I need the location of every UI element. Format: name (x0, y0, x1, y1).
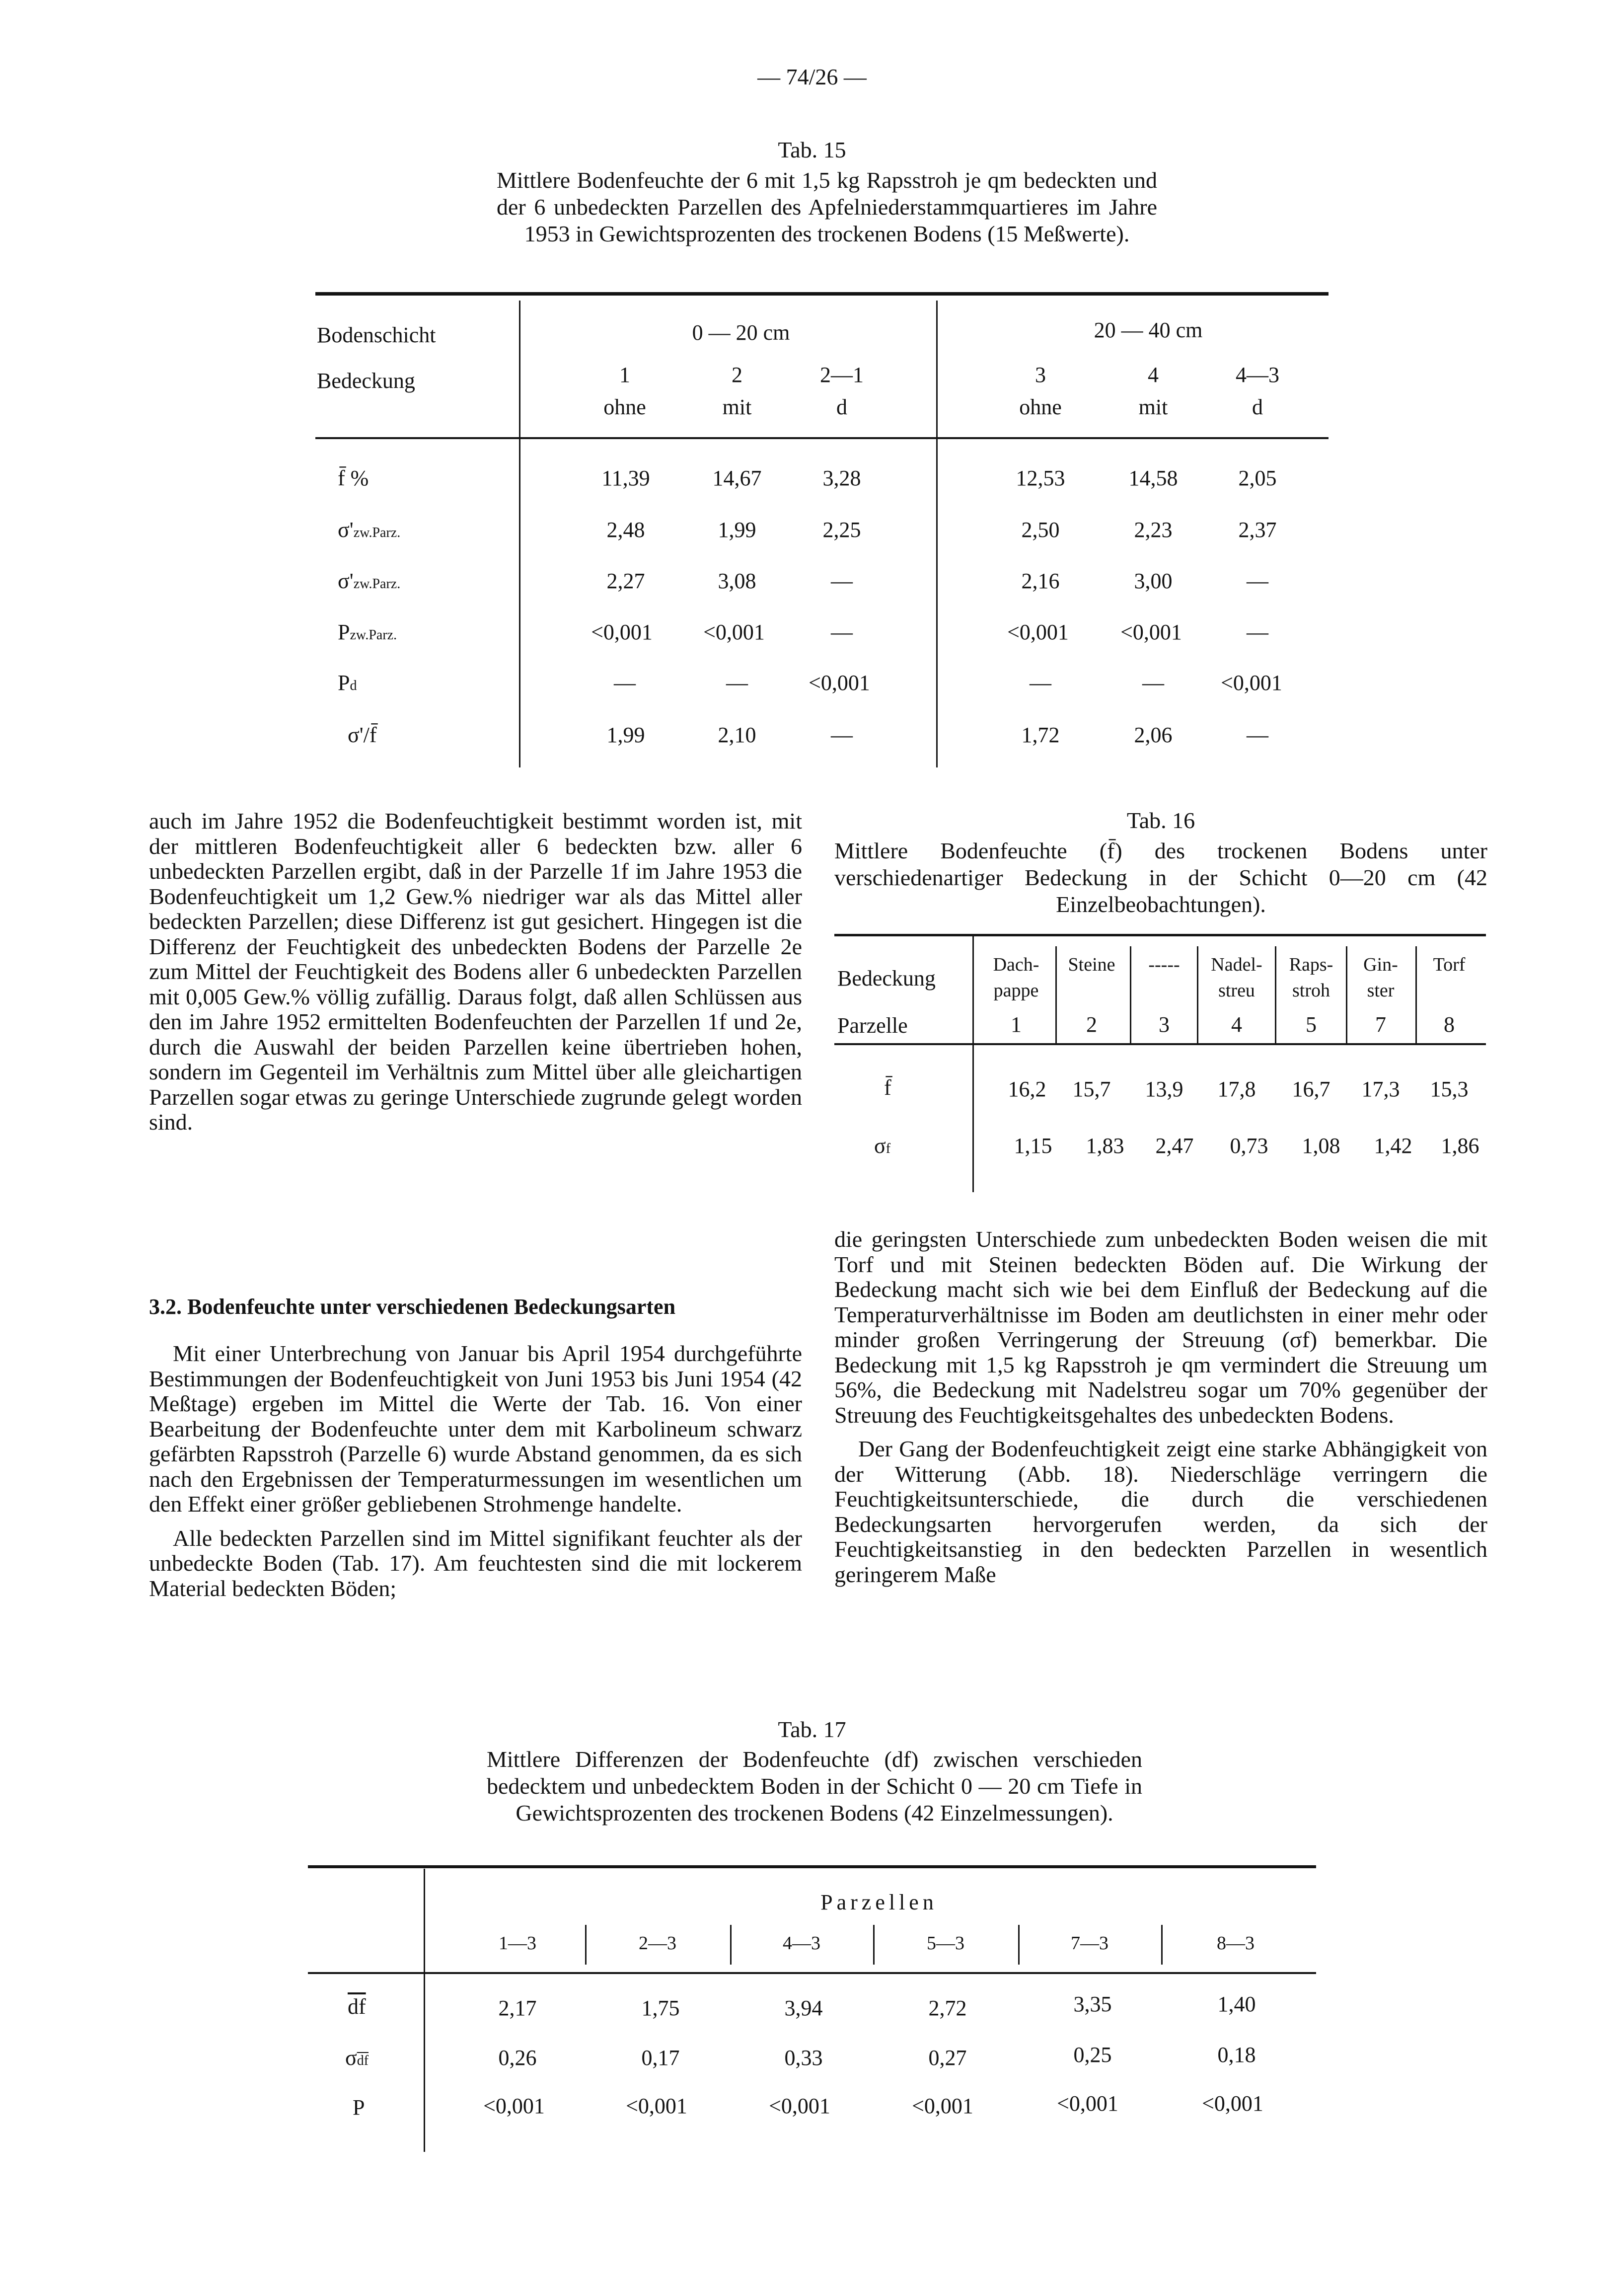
tab17-cell: 1,40 (1217, 1992, 1256, 2016)
tab17-cell: <0,001 (769, 2094, 830, 2118)
tab15-cell: <0,001 (703, 620, 765, 644)
tab17-cell: 0,27 (928, 2046, 967, 2070)
tab16-col-num: 1 (1011, 1012, 1022, 1037)
tab15-row-label: σ'/f̄ (348, 723, 377, 747)
tab17-cell: <0,001 (1057, 2091, 1118, 2116)
tab15-cell: — (614, 671, 636, 695)
tab17-col-header: 4—3 (783, 1933, 820, 1954)
tab15-cell: — (1142, 671, 1164, 695)
tab17-col-header: 1—3 (499, 1933, 536, 1954)
tab15-cell: 2,50 (1021, 518, 1060, 542)
tab16-col-label: Steine (1068, 954, 1115, 975)
tab17-cell: 0,25 (1073, 2043, 1112, 2067)
tab16-col-num: 8 (1444, 1012, 1455, 1037)
tab16-row-label-cover: Bedeckung (837, 966, 936, 990)
tab16-col-label: stroh (1292, 980, 1330, 1001)
tab15-cell: 3,00 (1134, 569, 1173, 593)
tab17-cell: 3,94 (784, 1996, 823, 2020)
tab17-cell: <0,001 (626, 2094, 687, 2118)
tab16-col-label: Nadel- (1211, 954, 1262, 975)
tab16-col-label: Torf (1433, 954, 1466, 975)
tab15-cell: 3,08 (718, 569, 756, 593)
tab16-col-label: Raps- (1289, 954, 1333, 975)
tab15-col-num: 4 (1148, 363, 1159, 387)
tab17-vrule (730, 1925, 732, 1965)
tab17-group-label: Parzellen (820, 1890, 938, 1914)
tab15-cell: 1,99 (606, 723, 645, 747)
tab15-cell: 3,28 (822, 466, 861, 490)
tab16-col-num: 4 (1231, 1012, 1242, 1037)
tab15-cell: — (831, 620, 853, 644)
tab15-title: Tab. 15 (778, 137, 846, 162)
tab17-vrule (585, 1925, 587, 1965)
tab17-header-rule (308, 1972, 1316, 1974)
tab15-caption: Mittlere Bodenfeuchte der 6 mit 1,5 kg Rapsstroh je qm bedeckten und der 6 unbedeckten Parzellen des Apfelniederstammquartieres im Jahre 1953 in Gewichtsprozenten des trockenen Bodens (15 Meßwerte). (497, 167, 1157, 246)
tab15-col-num: 3 (1035, 363, 1046, 387)
tab17-vrule (1018, 1925, 1020, 1965)
tab15-row-label-cover: Bedeckung (317, 369, 415, 393)
tab16-cell: 1,86 (1441, 1134, 1479, 1158)
tab17-vrule (1161, 1925, 1163, 1965)
tab16-col-num: 7 (1375, 1012, 1386, 1037)
tab16-col-label: ----- (1148, 954, 1180, 975)
tab17-row-label: $\overline{df}$ (348, 1994, 366, 2019)
tab15-cell: — (1247, 620, 1268, 644)
tab15-cell: 2,06 (1134, 723, 1173, 747)
tab16-cell: 1,83 (1086, 1134, 1124, 1158)
tab17-cell: 2,72 (928, 1996, 967, 2020)
tab16-caption: Mittlere Bodenfeuchte (f̄) des trockenen Bodens unter verschiedenartiger Bedeckung in der Schicht 0—20 cm (42 Einzelbeobachtungen). (834, 838, 1487, 917)
tab17-cell: 0,33 (784, 2046, 823, 2070)
tab17-vrule (873, 1925, 875, 1965)
tab17-col-header: 2—3 (639, 1933, 676, 1954)
tab16-cell: 1,08 (1302, 1134, 1340, 1158)
tab15-cell: 2,37 (1238, 518, 1277, 542)
tab15-cell: <0,001 (1120, 620, 1182, 644)
tab16-col-num: 2 (1086, 1012, 1097, 1037)
tab16-cell: 2,47 (1155, 1134, 1194, 1158)
tab17-col-header: 8—3 (1217, 1933, 1255, 1954)
tab17-cell: 0,17 (641, 2046, 680, 2070)
tab15-group-0-20: 0 — 20 cm (692, 320, 790, 345)
tab15-group-20-40: 20 — 40 cm (1094, 318, 1203, 342)
tab15-cell: 2,48 (606, 518, 645, 542)
tab15-col-num: 4—3 (1236, 363, 1279, 387)
tab16-row-label: f̄ (884, 1075, 891, 1100)
tab15-row-label: Pzw.Parz. (338, 620, 397, 644)
tab17-row-label: $\sigma\overline{df}$ (345, 2046, 369, 2070)
tab15-row-label-layer: Bodenschicht (317, 323, 436, 347)
tab17-cell: <0,001 (483, 2094, 545, 2118)
tab15-cell: <0,001 (1221, 671, 1282, 695)
tab16-cell: 1,15 (1014, 1134, 1052, 1158)
page-number: — 74/26 — (757, 64, 867, 89)
tab15-cell: — (1247, 569, 1268, 593)
tab15-cell: — (831, 569, 853, 593)
tab16-cell: 17,3 (1361, 1077, 1400, 1101)
tab15-cell: 2,23 (1134, 518, 1173, 542)
tab16-cell: 15,3 (1430, 1077, 1469, 1101)
tab17-caption: Mittlere Differenzen der Bodenfeuchte (df) zwischen verschieden bedecktem und unbedecktem Boden in der Schicht 0 — 20 cm Tiefe in Gewichtsprozenten des trockenen Bodens (42 Einzelmessungen). (487, 1747, 1142, 1826)
tab15-cell: 1,72 (1021, 723, 1060, 747)
tab17-cell: 0,26 (498, 2046, 537, 2070)
tab16-cell: 13,9 (1145, 1077, 1183, 1101)
tab16-col-label: Gin- (1363, 954, 1398, 975)
tab16-col-num: 3 (1159, 1012, 1170, 1037)
tab15-cell: 14,58 (1128, 466, 1178, 490)
tab17-top-rule (308, 1865, 1316, 1868)
left-paragraph-3: Alle bedeckten Parzellen sind im Mittel signifikant feuchter als der unbedeckte Boden (Tab. 17). Am feuchtesten sind die mit lockerem Material bedeckten Böden; (149, 1525, 802, 1601)
left-paragraph-2: Mit einer Unterbrechung von Januar bis April 1954 durchgeführte Bestimmungen der Bodenfeuchtigkeit von Juni 1953 bis Juni 1954 (42 Meßtage) ergeben im Mittel die Werte der Tab. 16. Von einer Bearbeitung der Bodenfeuchte unter dem mit Karbolineum schwarz gefärbten Rapsstroh (Parzelle 6) wurde Abstand genommen, da es sich nach den Ergebnissen der Temperaturmessungen im wesentlichen um den Effekt einer größer gebliebenen Strohmenge handelte. (149, 1341, 802, 1517)
tab16-col-label: Dach- (993, 954, 1039, 975)
tab16-cell: 0,73 (1230, 1134, 1268, 1158)
tab15-col-num: 2 (732, 363, 742, 387)
tab16-row-label-plot: Parzelle (837, 1013, 908, 1038)
tab15-cell: — (726, 671, 748, 695)
tab16-cell: 1,42 (1374, 1134, 1412, 1158)
tab15-col-num: 2—1 (820, 363, 864, 387)
tab15-col-label: d (1252, 395, 1263, 419)
tab15-row-label: σ'zw.Parz. (338, 518, 401, 542)
tab17-vrule (424, 1869, 425, 2152)
tab15-col-label: ohne (1019, 395, 1062, 419)
tab17-col-header: 7—3 (1071, 1933, 1108, 1954)
tab15-cell: — (1247, 723, 1268, 747)
tab16-cell: 16,2 (1008, 1077, 1046, 1101)
tab16-cell: 17,8 (1217, 1077, 1256, 1101)
tab15-cell: 2,27 (606, 569, 645, 593)
tab16-row-label: σf (874, 1134, 891, 1158)
left-paragraph-1: auch im Jahre 1952 die Bodenfeuchtigkeit bestimmt worden ist, mit der mittleren Bodenfeuchtigkeit aller 6 bedeckten bzw. aller 6 unbedeckten Parzellen ergibt, daß in der Parzelle 1f im Jahre 1953 die Bodenfeuchtigkeit um 1,2 Gew.% niedriger war als das Mittel aller bedeckten Parzellen; diese Differenz ist gut gesichert. Hingegen ist die Differenz der Feuchtigkeit des unbedeckten Bodens der Parzelle 2e zum Mittel der Feuchtigkeit des Bodens aller 6 unbedeckten Parzellen mit 0,005 Gew.% völlig zufällig. Daraus folgt, daß allen Schlüssen aus den im Jahre 1952 ermittelten Bodenfeuchten der Parzellen 1f und 2e, durch die Auswahl der beiden Parzellen keine übertrieben hohen, sondern im Gegenteil im Verhältnis zum Mittel über alle gleichartigen Parzellen sogar etwas zu geringe Unterschiede zugrunde gelegt worden sind. (149, 808, 802, 1135)
tab15-cell: 2,05 (1238, 466, 1277, 490)
tab16-col-label: streu (1218, 980, 1255, 1001)
tab15-cell: — (831, 723, 853, 747)
right-paragraph-1: die geringsten Unterschiede zum unbedeckten Boden weisen die mit Torf und mit Steinen bedeckten Böden auf. Die Wirkung der Bedeckung macht sich wie bei dem Einfluß der Bedeckung auf die Temperaturverhältnisse im Boden am deutlichsten in einer mehr oder minder großen Verringerung der Streuung (σf) bemerkbar. Die Bedeckung mit 1,5 kg Rapsstroh je qm vermindert die Streuung um 56%, die Bedeckung mit Nadelstreu sogar um 70% gegenüber der Streuung des Feuchtigkeitsgehaltes des unbedeckten Bodens. (834, 1226, 1487, 1428)
tab17-cell: <0,001 (912, 2094, 973, 2118)
tab15-cell: <0,001 (591, 620, 653, 644)
right-paragraph-2: Der Gang der Bodenfeuchtigkeit zeigt eine starke Abhängigkeit von der Witterung (Abb. 18). Niederschläge verringern die Feuchtigkeitsunterschiede, die durch die verschiedenen Bedeckungsarten hervorgerufen werden, da sich der Feuchtigkeitsanstieg in den bedeckten Parzellen in wesentlich geringerem Maße (834, 1436, 1487, 1587)
tab17-cell: 1,75 (641, 1996, 680, 2020)
tab16-cell: 15,7 (1072, 1077, 1111, 1101)
tab15-col-num: 1 (619, 363, 630, 387)
tab15-cell: 2,25 (822, 518, 861, 542)
tab16-cell: 16,7 (1292, 1077, 1330, 1101)
section-heading: 3.2. Bodenfeuchte unter verschiedenen Bedeckungsarten (149, 1294, 676, 1319)
tab15-cell: 12,53 (1016, 466, 1065, 490)
tab17-cell: 3,35 (1073, 1992, 1112, 2016)
tab15-cell: 14,67 (712, 466, 762, 490)
tab16-col-label: ster (1367, 980, 1395, 1001)
tab15-col-label: mit (722, 395, 752, 419)
tab15-cell: <0,001 (809, 671, 870, 695)
tab15-col-label: mit (1138, 395, 1168, 419)
tab15-cell: 11,39 (601, 466, 650, 490)
tab15-row-label: Pd (338, 671, 357, 695)
tab15-row-label: f̄ % (338, 466, 369, 490)
tab15-cell: <0,001 (1007, 620, 1069, 644)
tab15-col-label: ohne (603, 395, 646, 419)
tab17-cell: 0,18 (1217, 2043, 1256, 2067)
tab15-cell: 1,99 (718, 518, 756, 542)
tab16-title: Tab. 16 (1126, 808, 1195, 833)
tab17-col-header: 5—3 (927, 1933, 964, 1954)
tab16-col-num: 5 (1306, 1012, 1317, 1037)
tab15-cell: — (1030, 671, 1051, 695)
tab17-title: Tab. 17 (778, 1717, 846, 1742)
tab17-row-label: P (353, 2095, 365, 2120)
tab15-row-label: σ'zw.Parz. (338, 569, 401, 593)
tab15-cell: 2,16 (1021, 569, 1060, 593)
tab15-col-label: d (836, 395, 847, 419)
tab17-cell: 2,17 (498, 1996, 537, 2020)
tab16-col-label: pappe (993, 980, 1039, 1001)
tab17-cell: <0,001 (1202, 2091, 1263, 2116)
tab15-cell: 2,10 (718, 723, 756, 747)
